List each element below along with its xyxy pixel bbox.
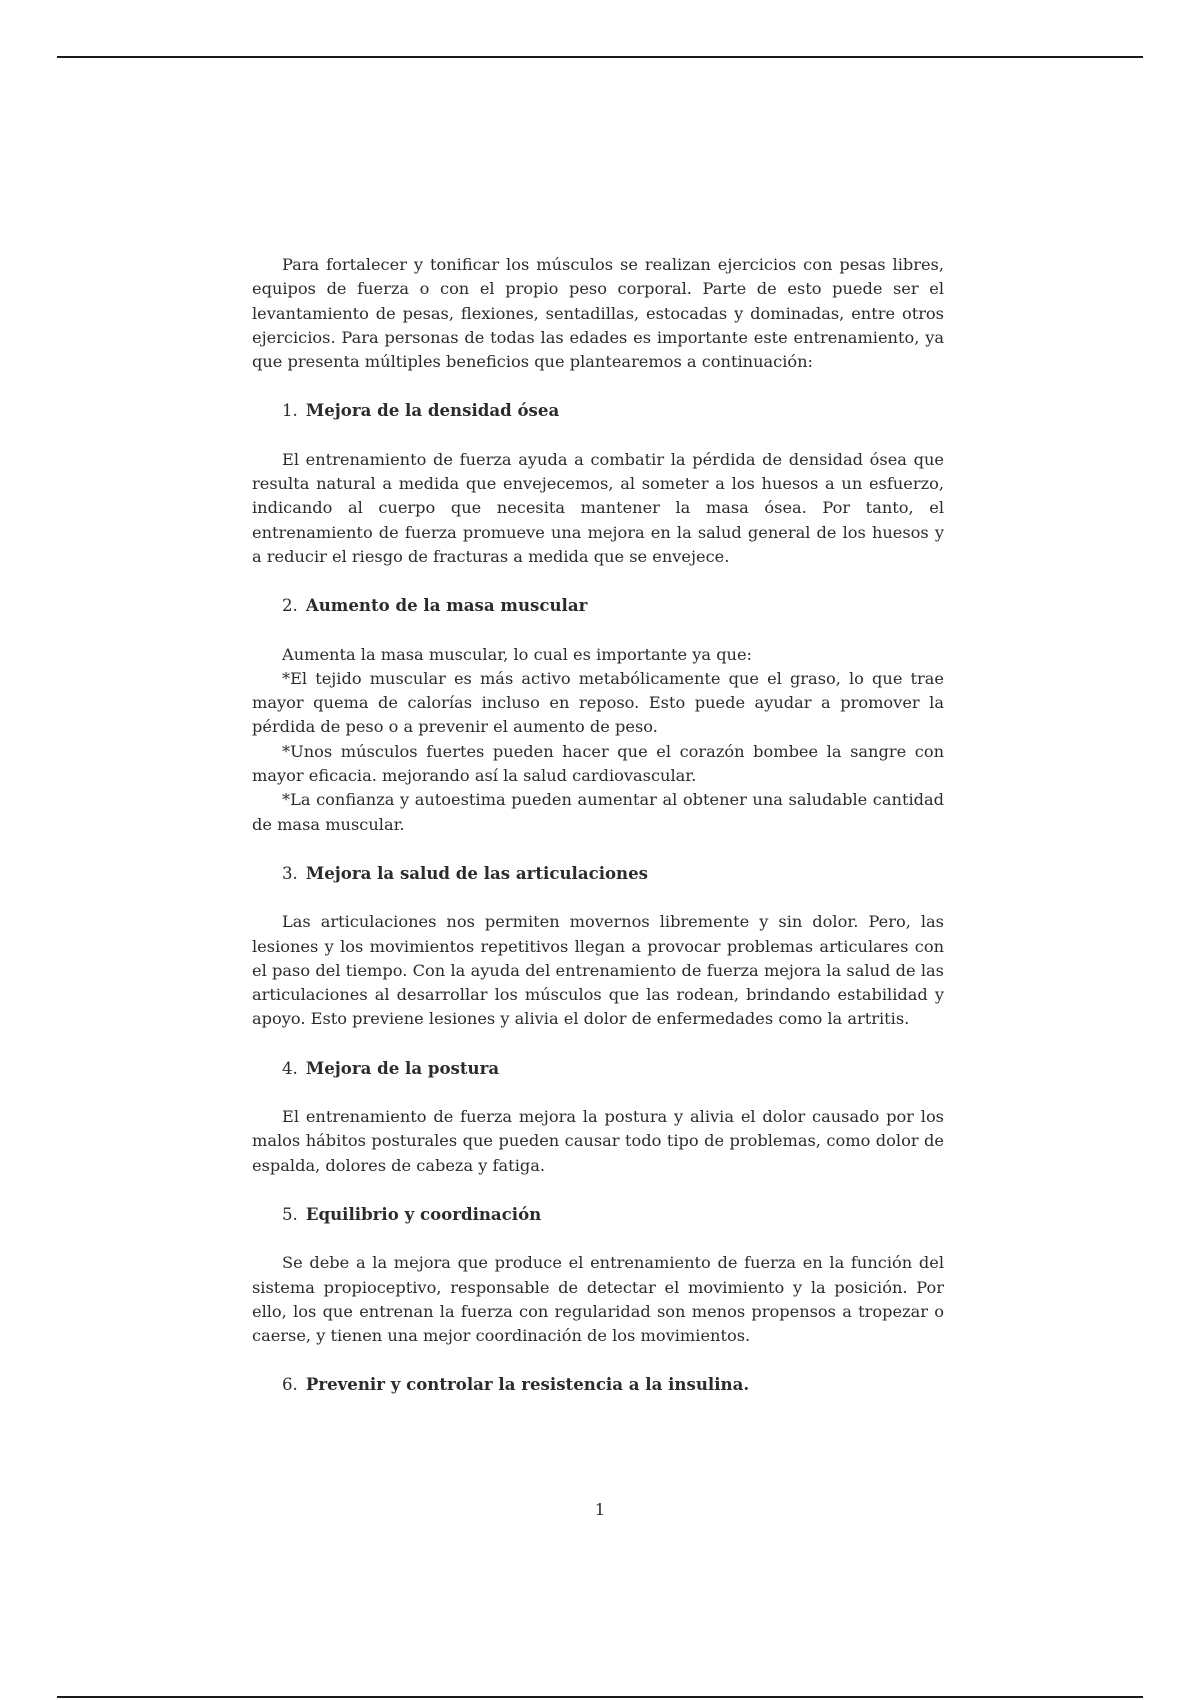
section-title: Mejora de la densidad ósea: [305, 400, 560, 421]
section-title: Equilibrio y coordinación: [305, 1203, 542, 1224]
intro-paragraph: Para fortalecer y tonificar los músculos se realizan ejercicios con pesas libres, equipos de fuerza o con el propio peso corporal. Parte de esto puede ser el levantamiento de pesas, flexiones, sentadillas, estocadas y dominadas, entre otros ejercicios. Para personas de todas las edades es importante este entrenamiento, ya que presenta múltiples beneficios que plantearemos a continuación:: [252, 255, 944, 372]
section-heading-1: [252, 398, 944, 423]
section-heading-5: [252, 1202, 944, 1227]
section-number: 3.: [282, 863, 298, 883]
section-heading-6: [252, 1372, 944, 1397]
top-rule: [57, 56, 1143, 58]
section-2-paragraph-4: *La confianza y autoestima pueden aumentar al obtener una saludable cantidad de masa muscular.: [252, 790, 944, 834]
section-number: 1.: [282, 401, 298, 421]
section-number: 5.: [282, 1204, 298, 1224]
section-number: 6.: [282, 1375, 298, 1395]
document-body: [252, 253, 944, 1422]
section-title: Mejora la salud de las articulaciones: [305, 862, 649, 883]
page-number: 1: [594, 1500, 606, 1519]
section-2-paragraph-1: Aumenta la masa muscular, lo cual es importante ya que:: [282, 644, 753, 664]
section-number: 4.: [282, 1058, 298, 1078]
section-5-paragraph: Se debe a la mejora que produce el entrenamiento de fuerza en la función del sistema propioceptivo, responsable de detectar el movimiento y la posición. Por ello, los que entrenan la fuerza con regularidad son menos propensos a tropezar o caerse, y tienen una mejor coordinación de los movimientos.: [252, 1253, 944, 1346]
section-1-paragraph: El entrenamiento de fuerza ayuda a combatir la pérdida de densidad ósea que resulta natural a medida que envejecemos, al someter a los huesos a un esfuerzo, indicando al cuerpo que necesita mantener la masa ósea. Por tanto, el entrenamiento de fuerza promueve una mejora en la salud general de los huesos y a reducir el riesgo de fracturas a medida que se envejece.: [252, 449, 944, 566]
section-heading-2: [252, 593, 944, 618]
section-heading-4: [252, 1056, 944, 1081]
section-2-paragraph-2: *El tejido muscular es más activo metabólicamente que el graso, lo que trae mayor quema de calorías incluso en reposo. Esto puede ayudar a promover la pérdida de peso o a prevenir el aumento de peso.: [252, 668, 944, 737]
section-title: Aumento de la masa muscular: [305, 595, 588, 616]
section-4-paragraph: El entrenamiento de fuerza mejora la postura y alivia el dolor causado por los malos hábitos posturales que pueden causar todo tipo de problemas, como dolor de espalda, dolores de cabeza y fatiga.: [252, 1107, 944, 1175]
section-title: Prevenir y controlar la resistencia a la insulina.: [305, 1374, 750, 1395]
section-number: 2.: [282, 596, 298, 616]
section-heading-3: [252, 861, 944, 886]
bottom-rule: [57, 1696, 1143, 1698]
section-title: Mejora de la postura: [305, 1057, 500, 1078]
section-2-paragraph-3: *Unos músculos fuertes pueden hacer que el corazón bombee la sangre con mayor eficacia. mejorando así la salud cardiovascular.: [252, 741, 944, 786]
section-3-paragraph: Las articulaciones nos permiten movernos libremente y sin dolor. Pero, las lesiones y los movimientos repetitivos llegan a provocar problemas articulares con el paso del tiempo. Con la ayuda del entrenamiento de fuerza mejora la salud de las articulaciones al desarrollar los músculos que las rodean, brindando estabilidad y apoyo. Esto previene lesiones y alivia el dolor de enfermedades como la artritis.: [252, 912, 944, 1029]
